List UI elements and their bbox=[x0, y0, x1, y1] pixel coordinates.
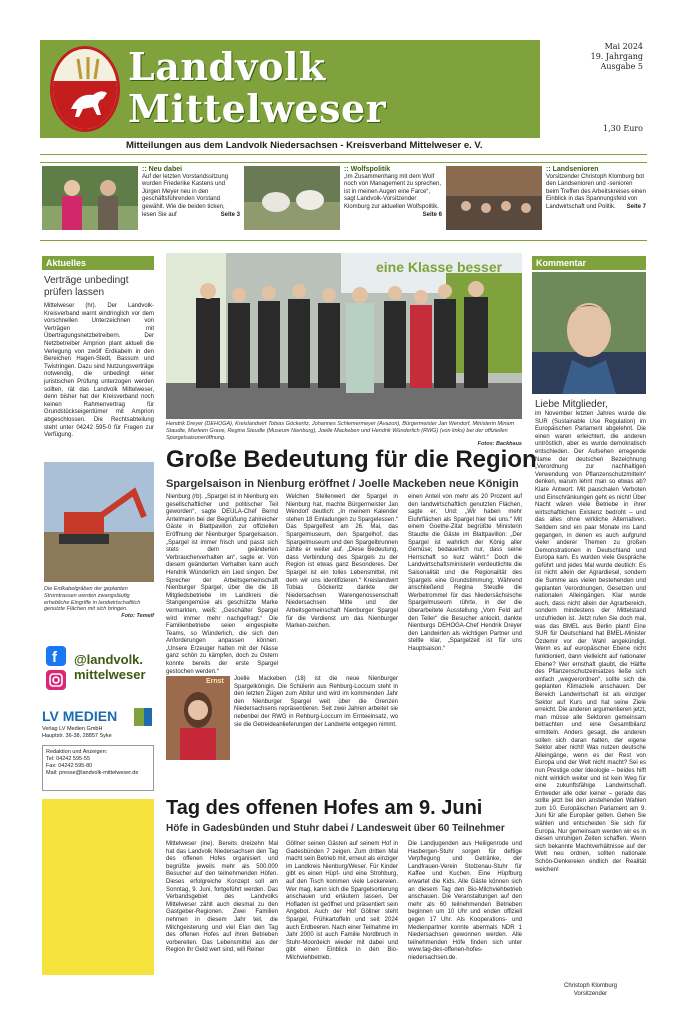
lead-subheadline: Spargelsaison in Nienburg eröffnet / Joelle Mackeben neue Königin bbox=[166, 478, 519, 490]
banner-slogan: eine Klasse besser bbox=[376, 259, 503, 275]
lead-body-col2: Welchen Stellenwert der Spargel in Nienburg hat, machte Bürgermeister Jan Wendorf deutlich: „In meinem Kalender stehen 18 Einladungen zu Spargelessen.“ Das Spargelfest am 26. Mai, das Spargelmuseum, den Spargelhof, das Spargelmuseum und den Spargelbrunnen zählte er weiter auf. „Diese Bedeutung, dass Verbindung des Spargels zu der Region ist etwas ganz Besonderes. Der Spargel ist ein tolles Lebensmittel, mit dem wir uns identifizieren.“ Kreislandwirt Tobias Göckeritz dankte der Niedersachsen Warengenossenschaft Niedersachsen Mitte und der Arbeitsgemeinschaft Nienburger Spargel für die Verdienst um das Nienburger Marken-zeichen. bbox=[286, 494, 398, 630]
second-body-col1: Mittelweser (ine). Bereits dreizehn Mal hat das Landvolk Niedersachsen den Tag des offenen Hofes organisiert und begrüßte jeweils mehr als 500.000 Besucher auf den teilnehmenden Höfen. Dieses erfolgreiche Konzept soll am Sonntag, 9. Juni, fortgeführt werden. Das Verbandsgebiet des Landvolks Mittelweser zählt auch diesmal zu den Gastgeber-Regionen. Zwei Familien nehmen in diesem Jahr teil, die Milchgeisterung und viel Elan den Tag des offenen Hofes auf ihren Betrieben vorbereiten. Das Lebensmittel aus der Region ihr Geld wert sind, will Reiner bbox=[166, 841, 278, 954]
second-body-col3: Die Landjugenden aus Heiligenrode und Hasbergen-Stuhr sorgen für deftige Verpflegung und Getränke, der Landfrauen-Verein Stolzenau-Stuhr für Kaffee und Kuchen. Eine Hüpfburg erwartet die Kids. Alle Gäste können sich an diesem Tag den Bio-Milchviehbetrieb anschauen. Die Veranstaltungen auf den mehr als 60 teilnehmenden Betrieben beginnen um 10 Uhr und enden offiziell gegen 17 Uhr. Als Kooperations- und Medienpartner konnte abermals NDR 1 Niedersachsen gewonnen werden. Alle teilnehmenden Höfe finden sich unter www.tag-des-offenen-hofes-niedersachsen.de. bbox=[408, 841, 522, 961]
publisher-info: Verlag LV Medien GmbH Hauptstr. 36-38, 28857 Syke bbox=[42, 726, 112, 739]
issue-number: Ausgabe 5 bbox=[600, 62, 643, 71]
newspaper-subtitle: Mitteilungen aus dem Landvolk Niedersachsen - Kreisverband Mittelweser e. V. bbox=[126, 140, 483, 151]
comment-salutation: Liebe Mitglieder, bbox=[535, 399, 608, 410]
teaser-photo bbox=[446, 166, 542, 230]
instagram-icon[interactable] bbox=[46, 670, 66, 690]
article-title: Verträge unbedingt prüfen lassen bbox=[44, 275, 129, 298]
phone-number[interactable]: 04242 595-55 bbox=[56, 756, 91, 762]
excavator-photo bbox=[44, 462, 154, 582]
lead-body-col3: einen Anteil von mehr als 20 Prozent auf den landwirtschaftlich genutzten Flächen, sagte er. Und: „Wir haben mehr Eiuhrflächen als Spargel hier bei uns.“ Mit einem Goethe-Zitat begrüßte Ministerin Staudte die Gäste im Blattpavillon: „Der Spargel ist wahrlich der König aller Gemüse; bedauerlich nur, dass seine Herrschaft so kurz währt.“ Doch die Landwirtschaftsministerin verdeutlichte die Saisonalität und die Regionalität des Spargels eine Grundstimmung. Während anschließend Regina Steudle die Werbetrommel für das Niedersächsische Spargelmuseum rührte, in der die überarbeitete Ausstellung „Vom Feld auf den Teller“ die Besucher anlockt, dankte Nienburgs DEHOGA-Chef Hendrik Dreyer den Landwirten als wichtigen Partner und stellte klar, „Spargelzeit ist für uns Hauptsaison.“ bbox=[408, 494, 522, 652]
teaser-kicker: :: Landsenioren bbox=[546, 166, 599, 173]
issue-info bbox=[591, 42, 643, 72]
queen-text: Joelle Mackeben (18) ist die neue Nienburger Spargelkönigin. Die Schülerin aus Rehburg-Loccum steht in den letzten Zügen zum Abitur und wird im kommenden Jahr den Nienburger Spargel weit über die Grenzen Niedersachsens repräsentieren. Seit zwei Jahren arbeitet sie nebenbei der RWG in Rehburg-Loccum im Ernteeinsatz, wo sie die Getreideanlieferungen der Landwirte entgegen nimmt. bbox=[234, 676, 398, 728]
issue-price: 1,30 Euro bbox=[603, 124, 643, 133]
author-portrait bbox=[532, 272, 646, 394]
comment-signature: Christoph Klomburg Vorsitzender bbox=[563, 983, 618, 997]
contact-box: Redaktion und Anzeigen: Tel: 04242 595-55 Fax: 04242 595-80 Mail: presse@landvolk-mittelweser.de bbox=[42, 745, 154, 791]
teaser-page-ref[interactable]: Seite 6 bbox=[422, 211, 442, 218]
photo-credit: Fotos: Backhaus bbox=[477, 441, 522, 448]
section-header-kommentar: Kommentar bbox=[532, 256, 646, 270]
lead-body-col1: Nienburg (rb). „Spargel ist in Nienburg ein gesellschaftlicher und politischer Teil geworden“, sagte DEULA-Chef Bernd Antelmann bei der Begrüßung zahlreicher Gäste in Blattpavillon zur offiziellen Eröffnung der Nienburger Spargelsaison. „Spargel ist immer frisch und passt sich stets dem geänderten Verbraucherverhalten an“, sagte er. Von diesem geänderten Verhalten kann auch Hendrik Wünderlich ein Lied singen. Der Sprecher der Arbeitsgemeinschaft Nienburger Spargel, über die die 18 Mitgliedsbetriebe im Landkreis die Stangengemüse als geschützte Marke vermarkten, weiß: „Geschälter Spargel wird immer mehr nachgefragt.“ Die Familienbetriebe seien eingespielte Teams, so Wünderlich, die sich den Anforderungen anpassen können. „Unsere Erzeuger hatten mit der Nässe ganz schön zu kämpfen, doch zu Ostern konnte bereits der erste Spargel gestochen werden.“ bbox=[166, 494, 278, 675]
svg-text:f: f bbox=[52, 649, 57, 666]
teaser-text: Vorsitzender Christoph Klomburg bot den Landsenioren und -senioren beim Treffen des Arbeitskreises einen Einblick in das Spannungsfeld von Landwirtschaft und Politik. bbox=[546, 173, 646, 210]
lead-photo bbox=[166, 253, 522, 419]
photo-caption: Die Erdkabelgräben der geplanten Stromtrassen werden zwangsläufig erhebliche Eingriffe in landwirtschaftlich genutzte Flächen mit sich bringen. Foto: Temeif bbox=[44, 586, 154, 620]
teaser-wolfspolitik[interactable] bbox=[244, 166, 442, 230]
divider bbox=[40, 240, 647, 241]
masthead bbox=[40, 40, 647, 151]
teaser-kicker: :: Neu dabei bbox=[142, 166, 183, 173]
divider bbox=[40, 154, 647, 155]
second-body-col2: Göllner seinen Gästen auf seinem Hof in Gadesbünden 7 zeigen. Zum dritten Mal macht sein Betrieb mit, erneut als einziger im Landkreis Nienburg/Weser. Für Kinder gibt es einen Hüpf- und eine Strohburg, auf den Tisch kommen viele Leckereien. Wer mag, kann sich die Spargelsortierung anschauen und erläutern lassen. Der Hofladen ist geöffnet und präsentiert sein Angebot. Auch der Hof Göllner steht Spargel, Frühkartoffeln und seit 2024 auch Erdbeeren. Nach einer Teilnahme im Jahr 2000 ist auch Familie Nordbruch in Stuhr-Moordeich wieder mit dabei und gibt einen Einblick in den Bio-Milchviehbetrieb. bbox=[286, 841, 398, 961]
newspaper-title: Landvolk Mittelweser bbox=[128, 44, 387, 131]
teaser-page-ref[interactable]: Seite 7 bbox=[626, 203, 646, 210]
teaser-landsenioren[interactable] bbox=[446, 166, 646, 230]
lv-medien-logo: LV MEDIEN bbox=[42, 708, 118, 724]
photo-label: Ernst bbox=[206, 678, 224, 685]
fax-number: 04242 595-80 bbox=[58, 763, 93, 769]
horse-logo-icon bbox=[50, 46, 120, 132]
teaser-kicker: :: Wolfspolitik bbox=[344, 166, 391, 173]
lv-medien-mark-icon bbox=[132, 706, 154, 728]
email-link[interactable]: presse@landvolk-mittelweser.de bbox=[59, 770, 139, 776]
divider bbox=[40, 162, 647, 163]
second-subheadline: Höfe in Gadesbünden und Stuhr dabei / Landesweit über 60 Teilnehmer bbox=[166, 823, 505, 834]
teaser-photo bbox=[42, 166, 138, 230]
second-headline: Tag des offenen Hofes am 9. Juni bbox=[166, 797, 483, 819]
lead-headline: Große Bedeutung für die Region bbox=[166, 446, 537, 473]
teaser-text: Auf der letzten Vorstandssitzung wurden Friederike Kastens und Jürgen Meyer neu in den geschäftsführenden Vorstand gewählt. Wie die beiden ticken, lesen Sie auf bbox=[142, 173, 229, 218]
teaser-neu-dabei[interactable] bbox=[42, 166, 240, 230]
teaser-photo bbox=[244, 166, 340, 230]
article-body: Mittelweser (hr). Der Landvolk-Kreisverband warnt eindringlich vor dem vorschnellen Unterzeichnen von Verträgen mit Übertragungsnetzbetreibern. Der Netzbetreiber Amprion plant aktuell die Verlegung von zwölf Erdkabeln in den Bereichen Hagen-Stedt, Bassum und Twistringen. Dazu sind Nutzungsverträge notwendig, die unbedingt einer juristischen Prüfung unterzogen werden sollten, rät das Landvolk Mittelweser, denn bisher hat der Kreisverband noch keinen Rahmenvertrag für Grundstückseigentümer mit Amprion abgeschlossen. Die Rechtsabteilung steht unter 04242 595-0 für Fragen zur Verfügung. bbox=[44, 303, 154, 439]
comment-body: im November letzten Jahres wurde die SUR (Sustainable Use Regulation) im Europäischen Parlament abgelehnt. Die einen waren erleichtert, die anderen untröstlich, aber es wurde demokratisch entschieden. Der Aufsehen erregende Name der deutschen Bezeichnung „Verordnung zur nachhaltigen Verwendung von Pflanzenschutzmitteln“ denken, warum lehnt man so etwas ab? Klare Antwort: Mit pauschalen Verboten und Einschränkungen geht es nicht! Über Nacht wären viele Betriebe in ihrer wirtschaftlichen Existenz bedroht – und das alles ohne wirkliche Alternativen. Seitdem sind ein paar Monate ins Land gegangen, in denen es auch aufgrund vieler anderer Themen zu großen Demonstrationen in Deutschland und Europa kam. Es wurden viele Gespräche geführt und jedes Mal wurde deutlich: Es ist nicht allein der Agrardiesel, sondern die Summe aus vielen bestehenden und geplanten Verordnungen, Gesetzen und nationalen Alleingängen. Klar wurde auch, dass nicht allein der Agrarbereich, sondern mindestens der Mittelstand unzufrieden ist. Jetzt rufen Sie doch mal, was das BMEL aus Berlin plant! Eine SUR für Deutschland hat BMEL-Minister Özdemir vor der Wahl angekündigt. Wenn es auf europäischer Ebene nicht funktioniert, dann vielleicht auf nationaler Ebene? Wer ernsthaft glaubt, die Hälfte des Pflanzenschutzeinsatzes ließe sich einfach „wegverordnen“, sollte sich die geplanten Klimaziele anschauen. Der Bereich Landwirtschaft ist als einziger Sektor auf Kurs und hat seine Ziele erreicht. Die anderen argumentieren jetzt, man müsse alle Sektoren gemeinsam betrachten und eine Gesamtbilanz ermitteln. Anders gesagt, die anderen sollen sich daran halten, der eigene Sektor aber nicht! Was nutzen deutsche Alleingänge, wenn es der Rest von Europa und der Welt nicht macht? Sei es nun Prestige oder Ideologie – beides hilft nicht wirklich weiter und ist kein Weg für eine zukunftsfähige Landwirtschaft. Entweder alle oder keiner – gerade das sollte jetzt bei den anstehenden Wahlen zum 10. Europäischen Parlament am 9. Juni für alle Europäer gelten. Gehen Sie wählen und entscheiden Sie sich für Europa. Nur gemeinsam werden wir es in diesen unruhigen Zeiten schaffen. Wenn sich bekannte Machtverhältnisse auf der Welt neu ordnen, sollten nationale Schön-Denkereien endlich der Realität weichen! bbox=[535, 411, 646, 873]
issue-date: Mai 2024 bbox=[604, 42, 643, 51]
issue-volume: 19. Jahrgang bbox=[590, 52, 643, 61]
masthead-banner bbox=[40, 40, 540, 138]
photo-credit: Foto: Temeif bbox=[121, 613, 154, 620]
advertisement-placeholder bbox=[42, 799, 154, 975]
section-header-aktuelles: Aktuelles bbox=[42, 256, 154, 270]
social-handle[interactable]: @landvolk. mittelweser bbox=[74, 652, 146, 682]
teaser-page-ref[interactable]: Seite 3 bbox=[220, 211, 240, 218]
teaser-text: „Im Zusammenhang mit dem Wolf noch von Management zu sprechen, ist in meinen Augen eine Farce“, sagt Landvolk-Vorsitzender Klomburg zur aktuellen Wolfspolitik. bbox=[344, 173, 442, 210]
lead-photo-caption: Hendrik Dreyer (DEHOGA), Kreislandwirt Tobias Göckeritz, Johannes Schlemermeyer (Avazon), Bürgermeister Jan Wendorf, Ministerin Miriam Staudte, Marleen Grave, Regina Steudle (Museum Nienburg), Joelle Mackeben und Hendrik Wünderlich (RWG) (von links) bei der offiziellen Spargelsaisoneröffnung. Fotos: Backhaus bbox=[166, 421, 522, 448]
queen-photo bbox=[166, 676, 230, 760]
facebook-icon[interactable] bbox=[46, 646, 66, 666]
